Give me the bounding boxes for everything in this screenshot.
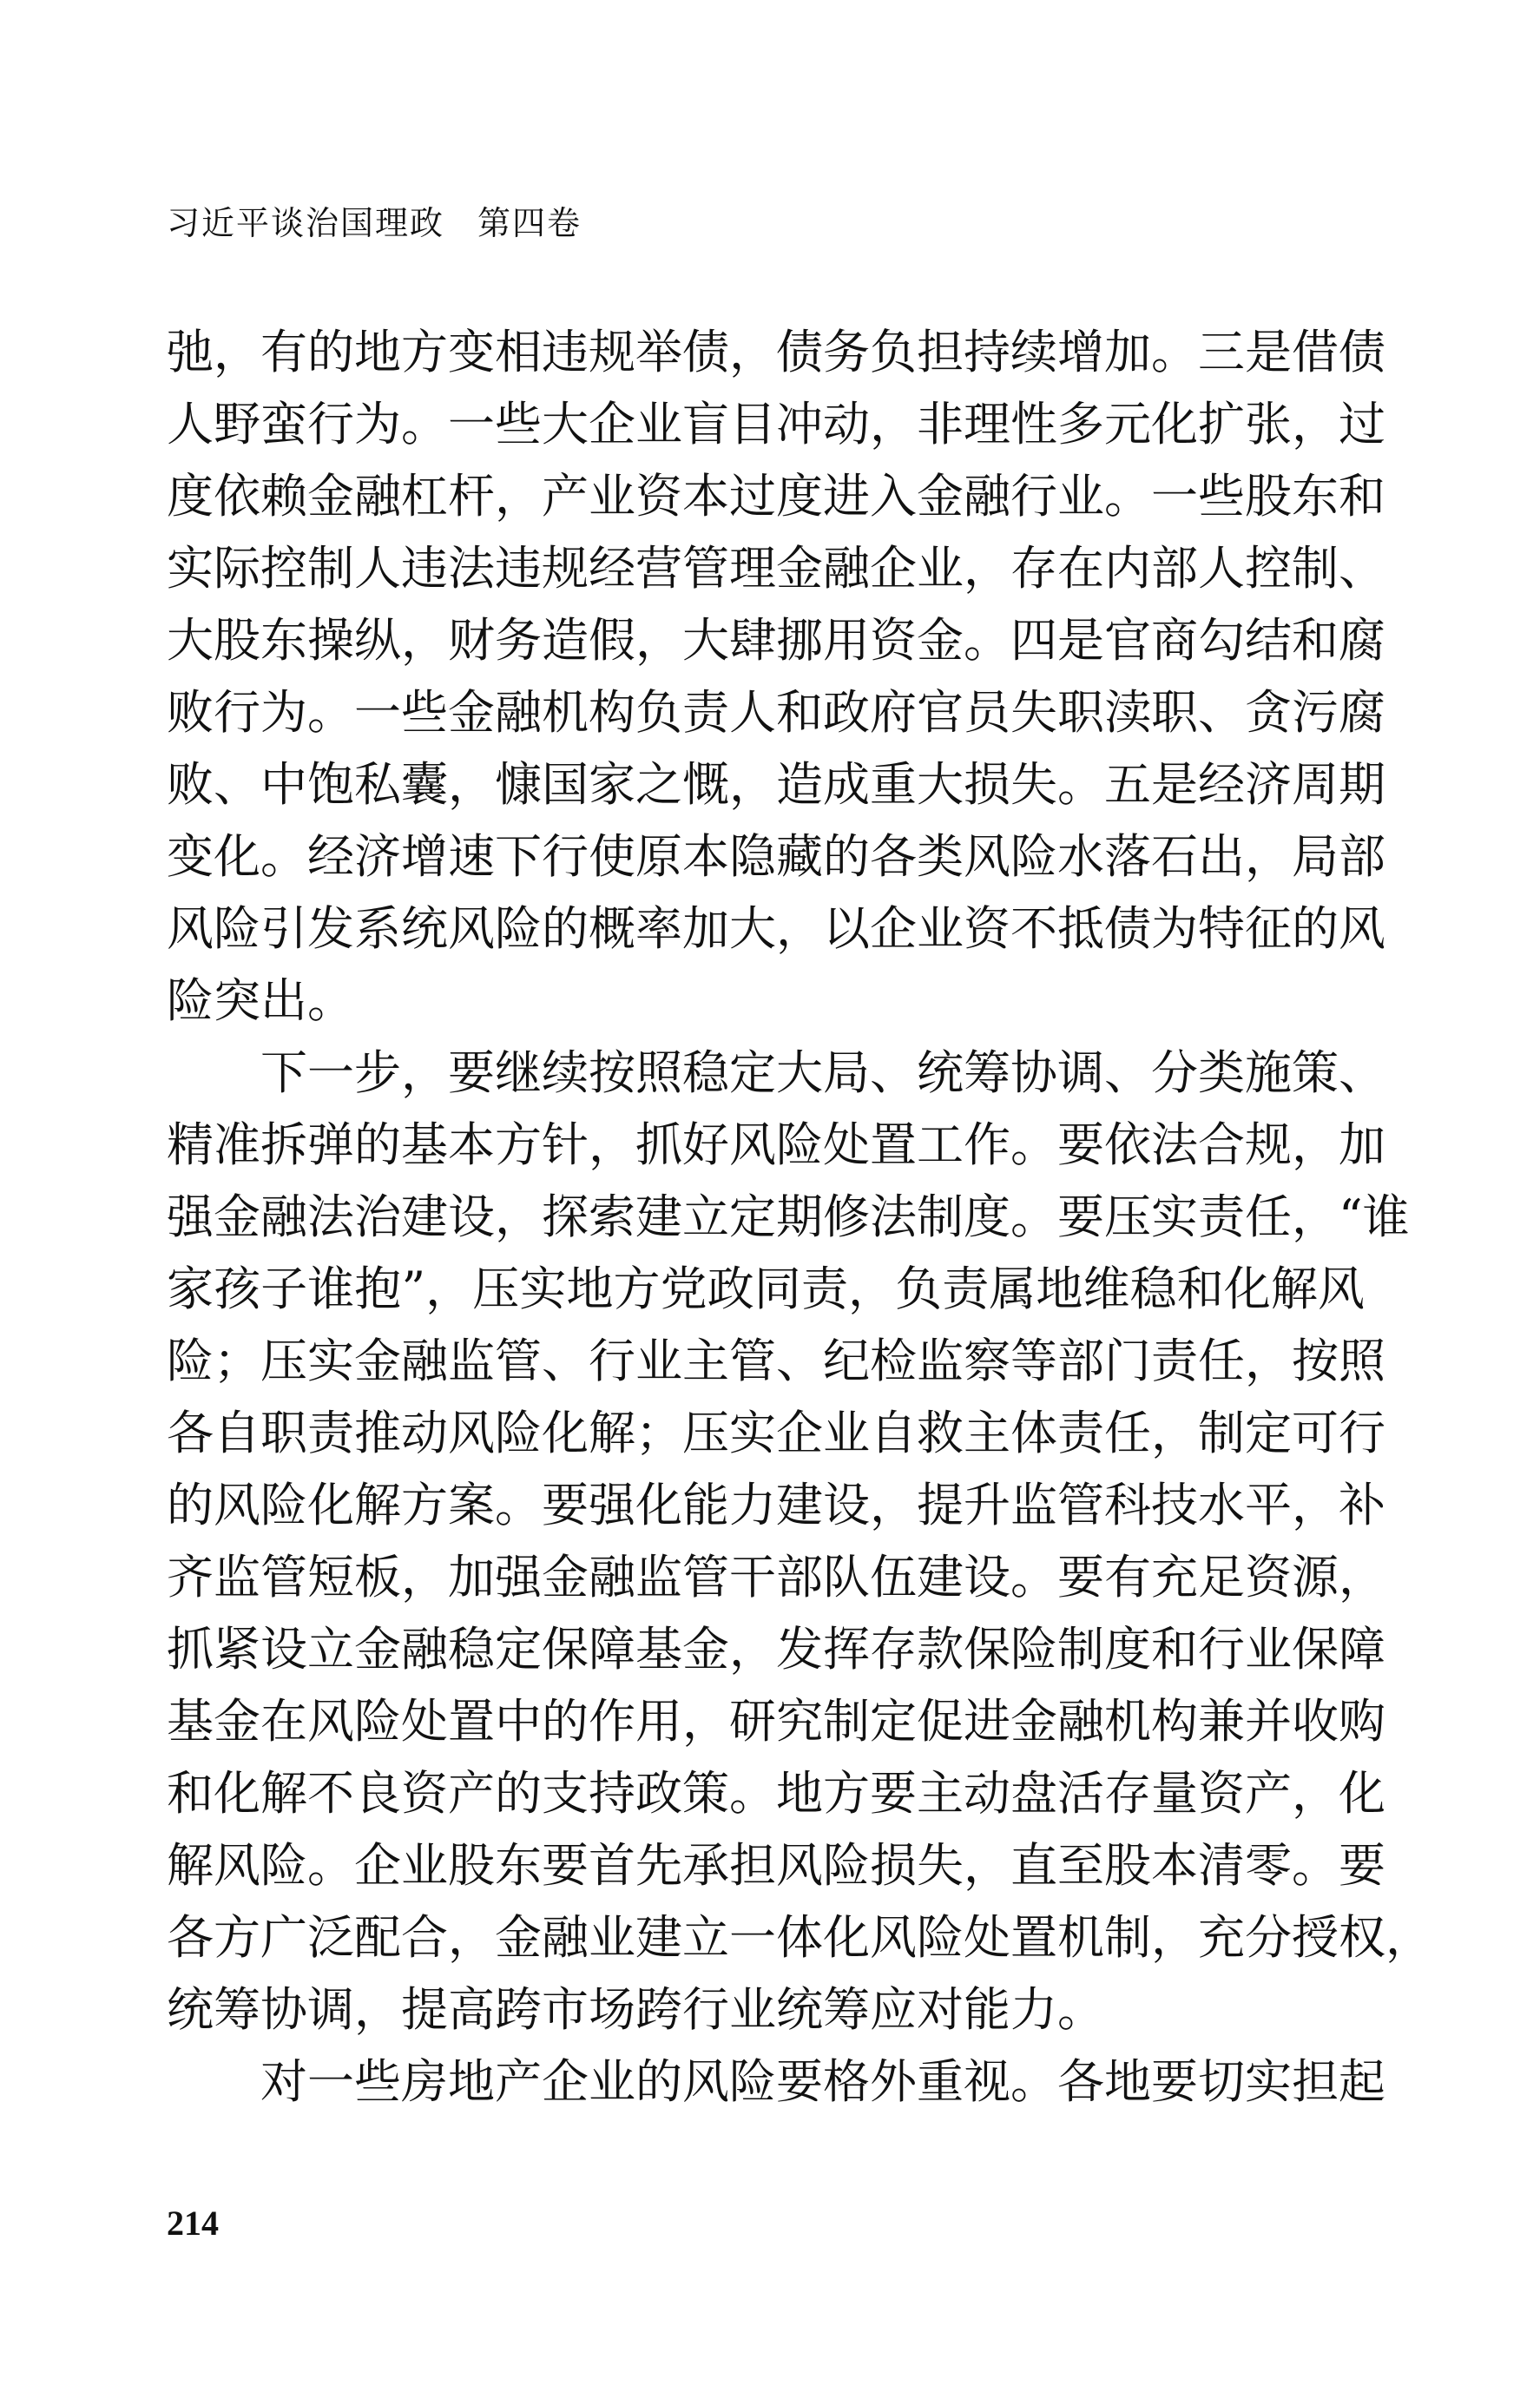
- text-line: 险突出。: [167, 973, 354, 1028]
- text-line: 的风险化解方案。要强化能力建设，提升监管科技水平，补: [167, 1478, 1385, 1532]
- text-line: 弛，有的地方变相违规举债，债务负担持续增加。三是借债: [167, 325, 1385, 379]
- text-line: 人野蛮行为。一些大企业盲目冲动，非理性多元化扩张，过: [167, 397, 1385, 451]
- running-head-book-title: 习近平谈治国理政: [167, 204, 445, 242]
- text-line: 抓紧设立金融稳定保障基金，发挥存款保险制度和行业保障: [167, 1622, 1385, 1677]
- paragraph-first-line: 下一步，要继续按照稳定大局、统筹协调、分类施策、: [260, 1045, 1385, 1100]
- text-line: 风险引发系统风险的概率加大，以企业资不抵债为特征的风: [167, 901, 1385, 956]
- text-line: 强金融法治建设，探索建立定期修法制度。要压实责任，“谁: [167, 1189, 1410, 1244]
- text-line: 败、中饱私囊，慷国家之慨，造成重大损失。五是经济周期: [167, 757, 1385, 812]
- text-line: 齐监管短板，加强金融监管干部队伍建设。要有充足资源，: [167, 1550, 1385, 1604]
- text-line: 解风险。企业股东要首先承担风险损失，直至股本清零。要: [167, 1838, 1385, 1893]
- text-line: 各方广泛配合，金融业建立一体化风险处置机制，充分授权，: [167, 1910, 1432, 1965]
- text-line: 变化。经济增速下行使原本隐藏的各类风险水落石出，局部: [167, 829, 1385, 884]
- text-line: 各自职责推动风险化解；压实企业自救主体责任，制定可行: [167, 1406, 1385, 1460]
- text-line: 度依赖金融杠杆，产业资本过度进入金融行业。一些股东和: [167, 469, 1385, 524]
- running-head-volume: 第四卷: [477, 204, 582, 242]
- text-line: 统筹协调，提高跨市场跨行业统筹应对能力。: [167, 1982, 1104, 2037]
- running-head: [167, 201, 582, 245]
- text-line: 实际控制人违法违规经营管理金融企业，存在内部人控制、: [167, 541, 1385, 596]
- text-line: 险；压实金融监管、行业主管、纪检监察等部门责任，按照: [167, 1334, 1385, 1388]
- text-line: 家孩子谁抱”，压实地方党政同责，负责属地维稳和化解风: [167, 1262, 1365, 1316]
- text-line: 精准拆弹的基本方针，抓好风险处置工作。要依法合规，加: [167, 1117, 1385, 1172]
- paragraph-first-line: 对一些房地产企业的风险要格外重视。各地要切实担起: [260, 2054, 1385, 2109]
- text-line: 基金在风险处置中的作用，研究制定促进金融机构兼并收购: [167, 1694, 1385, 1749]
- text-line: 败行为。一些金融机构负责人和政府官员失职渎职、贪污腐: [167, 685, 1385, 740]
- text-line: 大股东操纵，财务造假，大肆挪用资金。四是官商勾结和腐: [167, 613, 1385, 668]
- body-text: [167, 316, 1432, 2118]
- page-number: 214: [167, 2204, 219, 2243]
- text-line: 和化解不良资产的支持政策。地方要主动盘活存量资产，化: [167, 1766, 1385, 1821]
